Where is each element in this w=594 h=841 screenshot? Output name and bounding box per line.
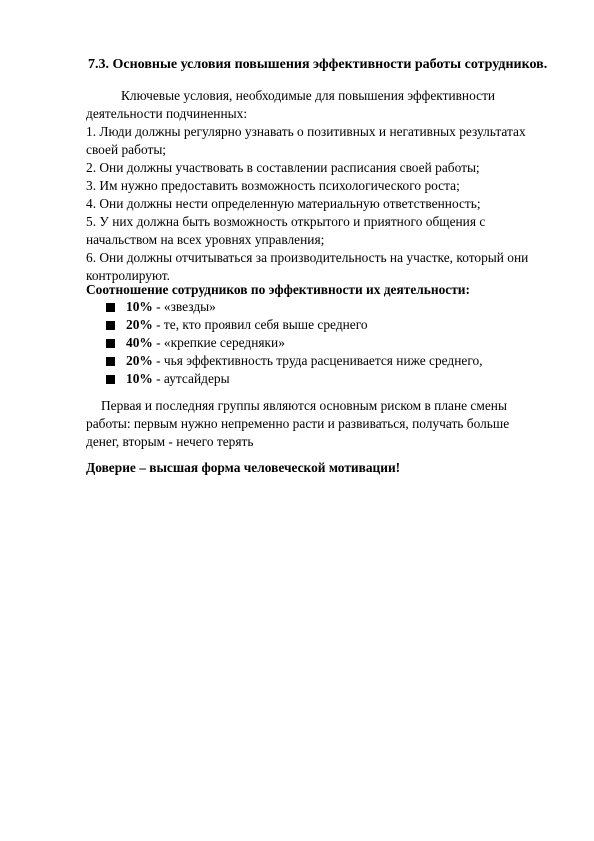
conditions-block — [86, 87, 536, 285]
condition-item: 1. Люди должны регулярно узнавать о позитивных и негативных результатах своей работы; — [86, 124, 526, 157]
condition-item: 4. Они должны нести определенную материальную ответственность; — [86, 196, 481, 211]
ratio-heading: Соотношение сотрудников по эффективности их деятельности: — [86, 282, 470, 297]
condition-item: 3. Им нужно предоставить возможность психологического роста; — [86, 178, 460, 193]
ratio-text: - аутсайдеры — [152, 371, 230, 386]
ratio-percent: 20% — [126, 353, 153, 368]
motto-text: Доверие – высшая форма человеческой мотивации! — [86, 460, 401, 475]
square-bullet-icon — [106, 375, 115, 384]
risk-paragraph-text: Первая и последняя группы являются основным риском в плане смены работы: первым нужно непременно расти и развиваться, получать больше денег, вторым - нечего терять — [86, 398, 510, 449]
ratio-percent: 40% — [126, 335, 153, 350]
ratio-item — [106, 316, 483, 334]
ratio-percent: 20% — [126, 317, 153, 332]
square-bullet-icon — [106, 321, 115, 330]
ratio-text: - «крепкие середняки» — [152, 335, 285, 350]
ratio-percent: 10% — [126, 371, 153, 386]
intro-text: Ключевые условия, необходимые для повышения эффективности деятельности подчиненных: — [86, 88, 496, 121]
ratio-list — [106, 298, 483, 388]
ratio-text: - те, кто проявил себя выше среднего — [152, 317, 368, 332]
ratio-item — [106, 370, 483, 388]
ratio-item — [106, 298, 483, 316]
condition-item: 6. Они должны отчитываться за производительность на участке, который они контролируют. — [86, 250, 529, 283]
condition-item: 5. У них должна быть возможность открытого и приятного общения с начальством на всех уровнях управления; — [86, 214, 486, 247]
ratio-text: - чья эффективность труда расценивается ниже среднего, — [152, 353, 483, 368]
risk-paragraph — [86, 397, 536, 451]
ratio-text: - «звезды» — [152, 299, 216, 314]
section-title: 7.3. Основные условия повышения эффективности работы сотрудников. — [88, 57, 548, 72]
ratio-item — [106, 334, 483, 352]
conditions-list — [86, 123, 536, 285]
ratio-item — [106, 352, 483, 370]
square-bullet-icon — [106, 339, 115, 348]
condition-item: 2. Они должны участвовать в составлении расписания своей работы; — [86, 160, 480, 175]
square-bullet-icon — [106, 303, 115, 312]
square-bullet-icon — [106, 357, 115, 366]
ratio-percent: 10% — [126, 299, 153, 314]
